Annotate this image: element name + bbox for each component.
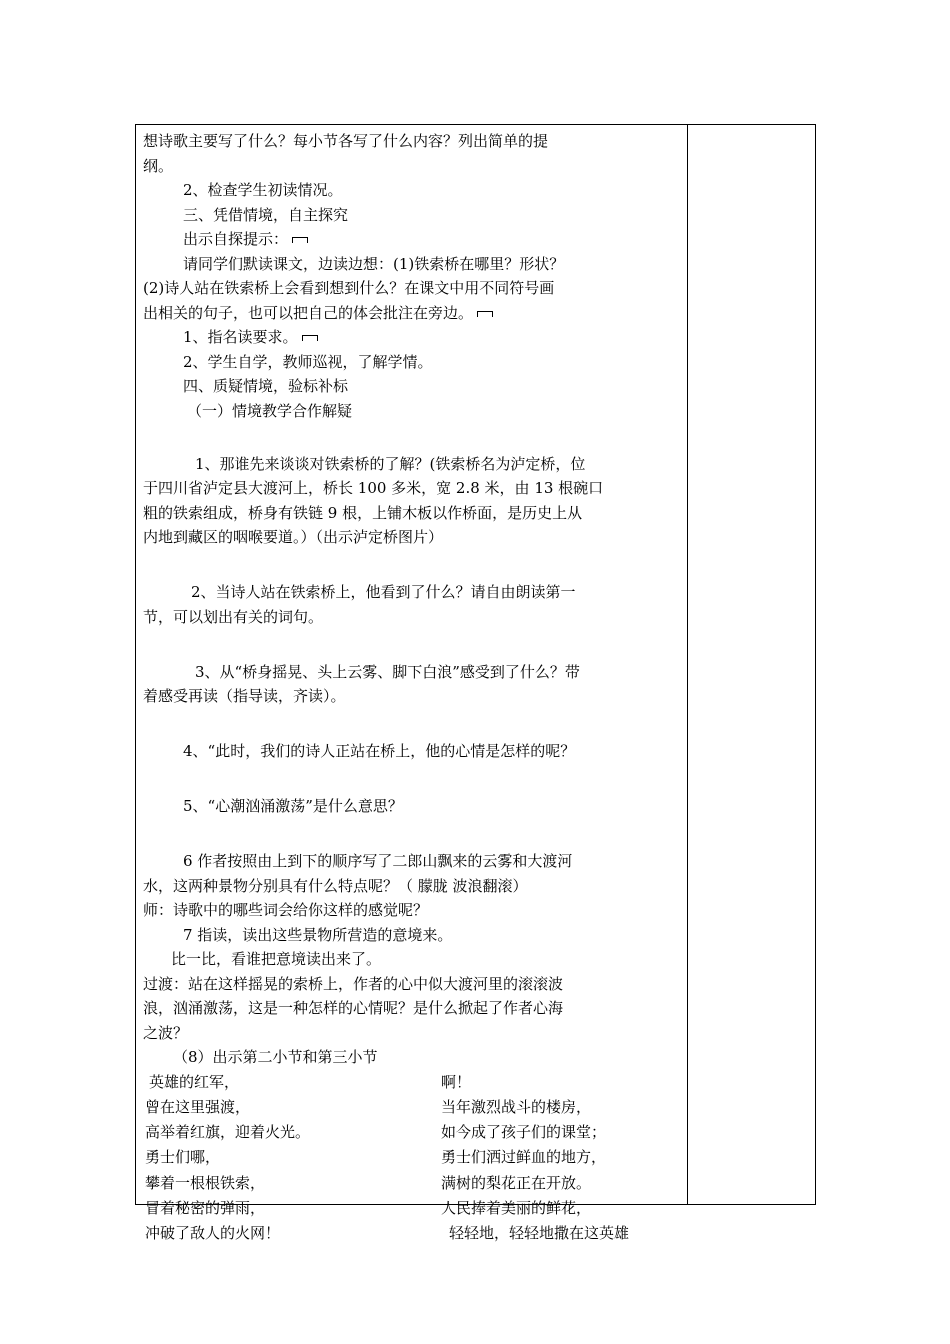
lesson-content-cell — [143, 129, 683, 1250]
column-divider — [687, 125, 688, 1204]
text-line: 7 指读，读出这些景物所营造的意境来。 — [183, 925, 453, 944]
poem-line: 勇士们哪， — [145, 1148, 221, 1167]
text-span: 1、指名读要求。 — [183, 328, 298, 346]
poem-line: 冲破了敌人的火网！ — [145, 1224, 281, 1243]
text-line: 2、当诗人站在铁索桥上，他看到了什么？请自由朗读第一 — [191, 583, 576, 601]
text-line: 之波？ — [143, 1023, 189, 1042]
poem-line: 曾在这里强渡， — [145, 1097, 251, 1116]
text-line: 节，可以划出有关的词句。 — [143, 607, 324, 626]
poem-line: 满树的梨花正在开放。 — [441, 1173, 592, 1192]
poem-line: 如今成了孩子们的课堂； — [441, 1123, 607, 1142]
poem-line: 勇士们洒过鲜血的地方， — [441, 1148, 607, 1167]
poem-line: 高举着红旗，迎着火光。 — [145, 1123, 311, 1142]
text-line — [143, 227, 683, 252]
poem-section-three — [441, 1070, 629, 1247]
text-line: 过渡：站在这样摇晃的索桥上，作者的心中似大渡河里的滚滚波 — [143, 974, 564, 993]
text-line — [143, 325, 683, 350]
text-line: 粗的铁索组成，桥身有铁链 9 根，上铺木板以作桥面，是历史上从 — [143, 503, 583, 522]
text-line: 着感受再读（指导读，齐读）。 — [143, 687, 346, 705]
text-line: 1、那谁先来谈谈对铁索桥的了解？(铁索桥名为泸定桥，位 — [195, 454, 586, 473]
poem-line: 英雄的红军， — [149, 1072, 240, 1091]
text-line: （8）出示第二小节和第三小节 — [173, 1048, 378, 1066]
text-line: 6 作者按照由上到下的顺序写了二郎山飘来的云雾和大渡河 — [183, 852, 573, 870]
text-line: 于四川省泸定县大渡河上，桥长 100 多米，宽 2.8 米，由 13 根碗口 — [143, 479, 604, 497]
text-line: (2)诗人站在铁索桥上会看到想到什么？在课文中用不同符号画 — [143, 279, 555, 297]
bracket-mark-icon — [477, 311, 493, 317]
text-line: 四、质疑情境，验标补标 — [183, 377, 349, 395]
text-line — [143, 301, 683, 326]
poem-line: 当年激烈战斗的楼房， — [441, 1097, 592, 1116]
text-line: （一）情境教学合作解疑 — [187, 401, 353, 420]
poem-line: 攀着一根根铁索， — [145, 1173, 266, 1192]
text-line: 比一比，看谁把意境读出来了。 — [171, 950, 382, 968]
text-span: 出示自探提示： — [183, 230, 289, 248]
text-line: 2、学生自学，教师巡视，了解学情。 — [183, 352, 433, 371]
text-line: 水，这两种景物分别具有什么特点呢？（ 朦胧 波浪翻滚） — [143, 876, 528, 895]
poem-line: 人民捧着美丽的鲜花， — [441, 1198, 592, 1217]
text-line: 4、“此时，我们的诗人正站在桥上，他的心情是怎样的呢？ — [183, 742, 576, 760]
text-line: 3、从“桥身摇晃、头上云雾、脚下白浪”感受到了什么？带 — [195, 662, 580, 681]
poem-line: 轻轻地，轻轻地撒在这英雄 — [449, 1224, 630, 1243]
bracket-mark-icon — [292, 237, 308, 243]
poem-section-two — [145, 1070, 310, 1247]
poem-line: 啊！ — [441, 1072, 472, 1091]
text-line: 5、“心潮汹涌激荡”是什么意思？ — [183, 797, 403, 815]
text-line: 师：诗歌中的哪些词会给你这样的感觉呢？ — [143, 901, 429, 919]
text-line: 纲。 — [143, 156, 174, 175]
text-line: 三、凭借情境，自主探究 — [183, 205, 349, 224]
bracket-mark-icon — [302, 335, 318, 341]
text-line: 浪，汹涌激荡，这是一种怎样的心情呢？是什么掀起了作者心海 — [143, 999, 564, 1017]
text-line: 2、检查学生初读情况。 — [183, 181, 343, 199]
poem-excerpt — [143, 1070, 683, 1250]
text-line: 请同学们默读课文，边读边想：(1)铁索桥在哪里？形状？ — [183, 254, 565, 273]
poem-line: 冒着秘密的弹雨， — [145, 1198, 266, 1217]
text-line: 内地到藏区的咽喉要道。）（出示泸定桥图片） — [143, 528, 444, 546]
lesson-plan-table — [135, 124, 816, 1243]
text-span: 出相关的句子，也可以把自己的体会批注在旁边。 — [143, 303, 474, 322]
text-line: 想诗歌主要写了什么？每小节各写了什么内容？列出简单的提 — [143, 132, 549, 150]
